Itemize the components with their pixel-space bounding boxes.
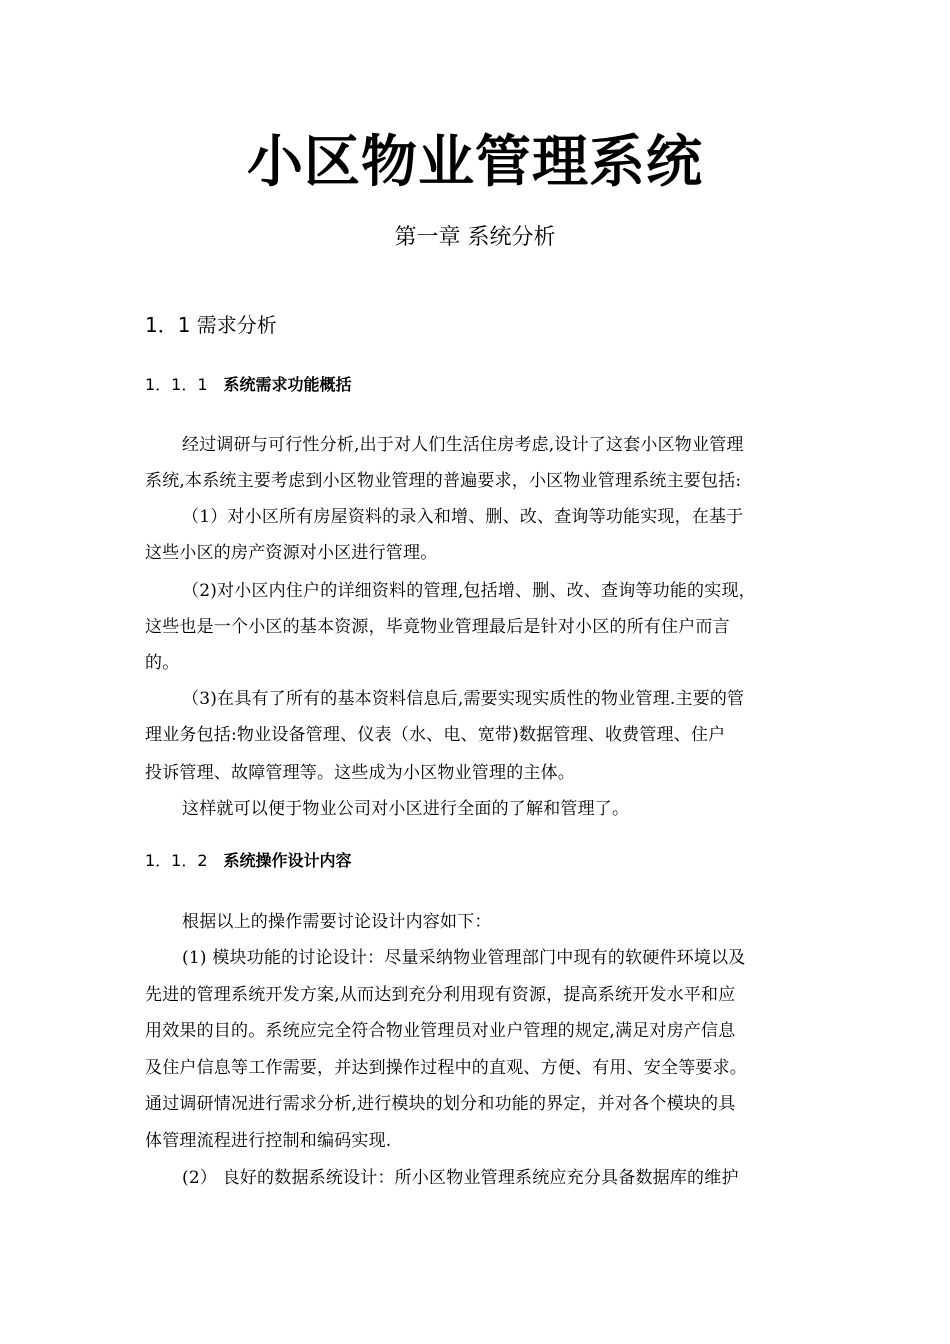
body-line: (1) 模块功能的讨论设计：尽量采纳物业管理部门中现有的软硬件环境以及 xyxy=(182,948,746,968)
body-line: 体管理流程进行控制和编码实现. xyxy=(145,1131,392,1151)
body-line: 系统,本系统主要考虑到小区物业管理的普遍要求，小区物业管理系统主要包括: xyxy=(145,471,742,491)
body-line: （1）对小区所有房屋资料的录入和增、删、改、查询等功能实现，在基于 xyxy=(182,507,744,527)
chapter-heading: 第一章 系统分析 xyxy=(394,225,556,250)
document-title: 小区物业管理系统 xyxy=(247,130,703,195)
body-line: 这样就可以便于物业公司对小区进行全面的了解和管理了。 xyxy=(182,799,630,819)
body-line: （3)在具有了所有的基本资料信息后,需要实现实质性的物业管理.主要的管 xyxy=(182,689,745,709)
body-line: 通过调研情况进行需求分析,进行模块的划分和功能的界定，并对各个模块的具 xyxy=(145,1094,736,1114)
body-line: 这些也是一个小区的基本资源，毕竟物业管理最后是针对小区的所有住户而言 xyxy=(145,617,730,637)
body-line: 投诉管理、故障管理等。这些成为小区物业管理的主体。 xyxy=(145,763,575,783)
body-line: 经过调研与可行性分析,出于对人们生活住房考虑,设计了这套小区物业管理 xyxy=(182,435,744,455)
subsection-title: 系统操作设计内容 xyxy=(223,851,352,870)
body-line: 先进的管理系统开发方案,从而达到充分利用现有资源，提高系统开发水平和应 xyxy=(145,985,736,1005)
subsection-number: 1．1．2 xyxy=(145,851,208,870)
section-heading-1-1: 1．1 需求分析 xyxy=(145,313,277,337)
subsection-number: 1．1．1 xyxy=(145,375,208,394)
body-line: 根据以上的操作需要讨论设计内容如下： xyxy=(182,912,492,932)
body-line: 这些小区的房产资源对小区进行管理。 xyxy=(145,543,438,563)
body-line: 用效果的目的。系统应完全符合物业管理员对业户管理的规定,满足对房产信息 xyxy=(145,1021,736,1041)
body-line: (2） 良好的数据系统设计：所小区物业管理系统应充分具备数据库的维护 xyxy=(182,1168,739,1188)
body-line: 及住户信息等工作需要，并达到操作过程中的直观、方便、有用、安全等要求。 xyxy=(145,1058,747,1078)
body-line: 的。 xyxy=(145,653,180,673)
body-line: （2)对小区内住户的详细资料的管理,包括增、删、改、查询等功能的实现， xyxy=(182,581,756,601)
subsection-title: 系统需求功能概括 xyxy=(223,375,352,394)
body-line: 理业务包括:物业设备管理、仪表（水、电、宽带)数据管理、收费管理、住户 xyxy=(145,725,726,745)
subsection-heading-1-1-1 xyxy=(145,372,352,398)
subsection-heading-1-1-2 xyxy=(145,848,352,874)
